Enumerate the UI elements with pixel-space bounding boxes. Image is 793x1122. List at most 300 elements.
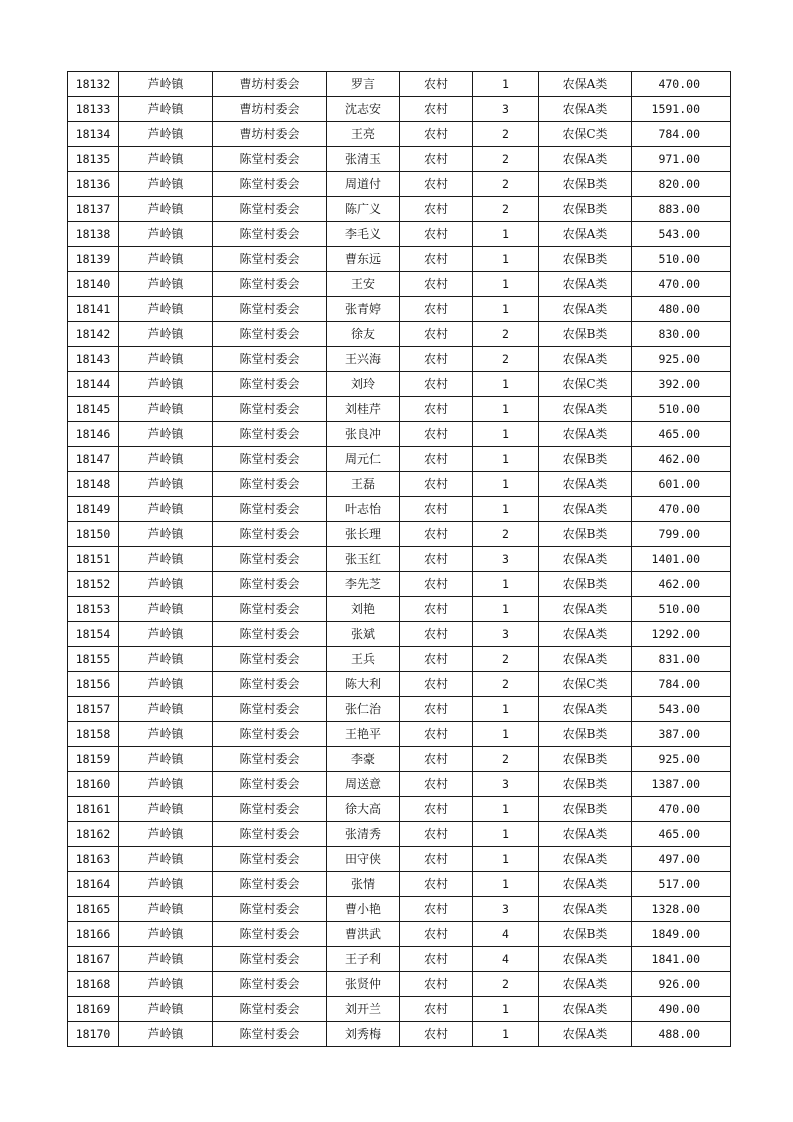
cell-town: 芦岭镇 <box>119 222 213 247</box>
cell-name: 张长理 <box>327 522 400 547</box>
cell-town: 芦岭镇 <box>119 722 213 747</box>
table-row <box>68 647 731 672</box>
table-row <box>68 322 731 347</box>
cell-category: 农保A类 <box>539 597 632 622</box>
cell-town: 芦岭镇 <box>119 147 213 172</box>
cell-category: 农保A类 <box>539 972 632 997</box>
cell-category: 农保A类 <box>539 947 632 972</box>
table-row <box>68 847 731 872</box>
table-row <box>68 897 731 922</box>
cell-village: 陈堂村委会 <box>213 322 327 347</box>
cell-village: 陈堂村委会 <box>213 747 327 772</box>
table-row <box>68 197 731 222</box>
cell-category: 农保A类 <box>539 822 632 847</box>
cell-category: 农保A类 <box>539 97 632 122</box>
cell-persons: 2 <box>473 747 539 772</box>
cell-village: 陈堂村委会 <box>213 722 327 747</box>
cell-village: 陈堂村委会 <box>213 997 327 1022</box>
cell-amount: 465.00 <box>632 422 731 447</box>
cell-area: 农村 <box>400 997 473 1022</box>
cell-name: 刘艳 <box>327 597 400 622</box>
cell-id: 18137 <box>68 197 119 222</box>
cell-id: 18150 <box>68 522 119 547</box>
cell-id: 18134 <box>68 122 119 147</box>
cell-id: 18152 <box>68 572 119 597</box>
table-row <box>68 347 731 372</box>
cell-amount: 462.00 <box>632 447 731 472</box>
cell-town: 芦岭镇 <box>119 897 213 922</box>
cell-category: 农保A类 <box>539 397 632 422</box>
cell-id: 18168 <box>68 972 119 997</box>
table-row <box>68 822 731 847</box>
cell-name: 刘秀梅 <box>327 1022 400 1047</box>
cell-category: 农保A类 <box>539 297 632 322</box>
cell-area: 农村 <box>400 822 473 847</box>
cell-amount: 1841.00 <box>632 947 731 972</box>
cell-id: 18169 <box>68 997 119 1022</box>
cell-area: 农村 <box>400 497 473 522</box>
cell-id: 18141 <box>68 297 119 322</box>
cell-town: 芦岭镇 <box>119 1022 213 1047</box>
cell-category: 农保B类 <box>539 797 632 822</box>
cell-town: 芦岭镇 <box>119 497 213 522</box>
cell-amount: 926.00 <box>632 972 731 997</box>
cell-persons: 1 <box>473 797 539 822</box>
cell-area: 农村 <box>400 972 473 997</box>
cell-persons: 1 <box>473 697 539 722</box>
table-row <box>68 122 731 147</box>
cell-village: 陈堂村委会 <box>213 272 327 297</box>
cell-persons: 2 <box>473 672 539 697</box>
cell-name: 曹东远 <box>327 247 400 272</box>
cell-name: 张情 <box>327 872 400 897</box>
cell-id: 18161 <box>68 797 119 822</box>
cell-village: 陈堂村委会 <box>213 772 327 797</box>
cell-name: 王磊 <box>327 472 400 497</box>
table-row <box>68 922 731 947</box>
cell-id: 18151 <box>68 547 119 572</box>
cell-town: 芦岭镇 <box>119 797 213 822</box>
cell-village: 陈堂村委会 <box>213 172 327 197</box>
table-row <box>68 447 731 472</box>
cell-name: 刘桂芹 <box>327 397 400 422</box>
cell-village: 陈堂村委会 <box>213 422 327 447</box>
cell-persons: 1 <box>473 472 539 497</box>
cell-area: 农村 <box>400 397 473 422</box>
cell-category: 农保B类 <box>539 197 632 222</box>
cell-amount: 392.00 <box>632 372 731 397</box>
cell-name: 周道付 <box>327 172 400 197</box>
cell-persons: 3 <box>473 897 539 922</box>
cell-amount: 1387.00 <box>632 772 731 797</box>
cell-name: 徐大高 <box>327 797 400 822</box>
cell-name: 王安 <box>327 272 400 297</box>
cell-village: 陈堂村委会 <box>213 472 327 497</box>
cell-category: 农保C类 <box>539 122 632 147</box>
cell-persons: 1 <box>473 497 539 522</box>
cell-town: 芦岭镇 <box>119 322 213 347</box>
roster-table <box>67 71 731 1047</box>
cell-category: 农保B类 <box>539 322 632 347</box>
table-row <box>68 572 731 597</box>
cell-town: 芦岭镇 <box>119 747 213 772</box>
cell-area: 农村 <box>400 272 473 297</box>
cell-persons: 1 <box>473 222 539 247</box>
cell-name: 李先芝 <box>327 572 400 597</box>
cell-amount: 1292.00 <box>632 622 731 647</box>
cell-area: 农村 <box>400 197 473 222</box>
cell-town: 芦岭镇 <box>119 97 213 122</box>
cell-id: 18162 <box>68 822 119 847</box>
cell-name: 徐友 <box>327 322 400 347</box>
cell-name: 罗言 <box>327 72 400 97</box>
cell-village: 陈堂村委会 <box>213 847 327 872</box>
table-row <box>68 97 731 122</box>
cell-id: 18166 <box>68 922 119 947</box>
cell-town: 芦岭镇 <box>119 172 213 197</box>
cell-category: 农保A类 <box>539 472 632 497</box>
cell-id: 18138 <box>68 222 119 247</box>
cell-amount: 470.00 <box>632 272 731 297</box>
cell-persons: 4 <box>473 922 539 947</box>
cell-village: 陈堂村委会 <box>213 872 327 897</box>
table-row <box>68 147 731 172</box>
cell-name: 王兴海 <box>327 347 400 372</box>
cell-village: 陈堂村委会 <box>213 497 327 522</box>
cell-village: 陈堂村委会 <box>213 522 327 547</box>
cell-village: 陈堂村委会 <box>213 922 327 947</box>
cell-village: 陈堂村委会 <box>213 947 327 972</box>
cell-village: 曹坊村委会 <box>213 72 327 97</box>
cell-persons: 1 <box>473 847 539 872</box>
cell-persons: 1 <box>473 297 539 322</box>
cell-name: 张仁治 <box>327 697 400 722</box>
cell-area: 农村 <box>400 222 473 247</box>
cell-village: 曹坊村委会 <box>213 122 327 147</box>
cell-village: 陈堂村委会 <box>213 222 327 247</box>
cell-amount: 470.00 <box>632 497 731 522</box>
cell-village: 陈堂村委会 <box>213 672 327 697</box>
cell-id: 18153 <box>68 597 119 622</box>
cell-amount: 510.00 <box>632 597 731 622</box>
cell-id: 18149 <box>68 497 119 522</box>
cell-id: 18146 <box>68 422 119 447</box>
cell-area: 农村 <box>400 922 473 947</box>
cell-category: 农保B类 <box>539 172 632 197</box>
cell-village: 陈堂村委会 <box>213 547 327 572</box>
cell-area: 农村 <box>400 422 473 447</box>
cell-amount: 784.00 <box>632 122 731 147</box>
cell-area: 农村 <box>400 322 473 347</box>
cell-amount: 462.00 <box>632 572 731 597</box>
cell-category: 农保B类 <box>539 247 632 272</box>
cell-persons: 1 <box>473 272 539 297</box>
cell-id: 18160 <box>68 772 119 797</box>
cell-persons: 2 <box>473 347 539 372</box>
cell-village: 陈堂村委会 <box>213 797 327 822</box>
table-row <box>68 697 731 722</box>
table-row <box>68 722 731 747</box>
cell-id: 18132 <box>68 72 119 97</box>
cell-category: 农保A类 <box>539 1022 632 1047</box>
cell-town: 芦岭镇 <box>119 272 213 297</box>
cell-persons: 1 <box>473 822 539 847</box>
cell-amount: 470.00 <box>632 72 731 97</box>
cell-id: 18140 <box>68 272 119 297</box>
cell-name: 王艳平 <box>327 722 400 747</box>
cell-amount: 971.00 <box>632 147 731 172</box>
cell-area: 农村 <box>400 772 473 797</box>
cell-village: 陈堂村委会 <box>213 697 327 722</box>
cell-town: 芦岭镇 <box>119 247 213 272</box>
cell-id: 18133 <box>68 97 119 122</box>
cell-category: 农保A类 <box>539 697 632 722</box>
cell-name: 王兵 <box>327 647 400 672</box>
table-row <box>68 222 731 247</box>
cell-category: 农保A类 <box>539 647 632 672</box>
cell-town: 芦岭镇 <box>119 647 213 672</box>
cell-name: 李毛义 <box>327 222 400 247</box>
cell-name: 刘玲 <box>327 372 400 397</box>
cell-village: 陈堂村委会 <box>213 297 327 322</box>
table-row <box>68 247 731 272</box>
cell-town: 芦岭镇 <box>119 997 213 1022</box>
cell-persons: 1 <box>473 572 539 597</box>
cell-area: 农村 <box>400 797 473 822</box>
cell-persons: 1 <box>473 447 539 472</box>
cell-amount: 925.00 <box>632 347 731 372</box>
cell-amount: 490.00 <box>632 997 731 1022</box>
cell-id: 18143 <box>68 347 119 372</box>
cell-id: 18145 <box>68 397 119 422</box>
table-row <box>68 972 731 997</box>
table-row <box>68 997 731 1022</box>
cell-category: 农保B类 <box>539 722 632 747</box>
table-row <box>68 497 731 522</box>
cell-town: 芦岭镇 <box>119 972 213 997</box>
cell-town: 芦岭镇 <box>119 547 213 572</box>
cell-category: 农保A类 <box>539 72 632 97</box>
cell-amount: 925.00 <box>632 747 731 772</box>
cell-id: 18139 <box>68 247 119 272</box>
cell-persons: 2 <box>473 122 539 147</box>
cell-name: 张玉红 <box>327 547 400 572</box>
cell-village: 陈堂村委会 <box>213 897 327 922</box>
cell-town: 芦岭镇 <box>119 672 213 697</box>
table-row <box>68 947 731 972</box>
table-row <box>68 547 731 572</box>
cell-town: 芦岭镇 <box>119 522 213 547</box>
cell-name: 张清玉 <box>327 147 400 172</box>
cell-amount: 465.00 <box>632 822 731 847</box>
cell-persons: 1 <box>473 722 539 747</box>
cell-town: 芦岭镇 <box>119 347 213 372</box>
cell-town: 芦岭镇 <box>119 422 213 447</box>
cell-category: 农保B类 <box>539 522 632 547</box>
cell-town: 芦岭镇 <box>119 922 213 947</box>
cell-category: 农保A类 <box>539 547 632 572</box>
cell-persons: 1 <box>473 247 539 272</box>
cell-town: 芦岭镇 <box>119 572 213 597</box>
cell-area: 农村 <box>400 597 473 622</box>
cell-village: 陈堂村委会 <box>213 247 327 272</box>
cell-town: 芦岭镇 <box>119 122 213 147</box>
cell-area: 农村 <box>400 297 473 322</box>
table-row <box>68 622 731 647</box>
cell-name: 王亮 <box>327 122 400 147</box>
table-row <box>68 72 731 97</box>
cell-id: 18164 <box>68 872 119 897</box>
table-row <box>68 597 731 622</box>
table-row <box>68 297 731 322</box>
cell-town: 芦岭镇 <box>119 772 213 797</box>
cell-name: 沈志安 <box>327 97 400 122</box>
cell-town: 芦岭镇 <box>119 622 213 647</box>
cell-amount: 387.00 <box>632 722 731 747</box>
cell-id: 18147 <box>68 447 119 472</box>
cell-persons: 1 <box>473 1022 539 1047</box>
table-row <box>68 672 731 697</box>
cell-town: 芦岭镇 <box>119 447 213 472</box>
cell-area: 农村 <box>400 72 473 97</box>
cell-persons: 2 <box>473 172 539 197</box>
cell-area: 农村 <box>400 122 473 147</box>
cell-town: 芦岭镇 <box>119 297 213 322</box>
cell-area: 农村 <box>400 347 473 372</box>
cell-category: 农保A类 <box>539 997 632 1022</box>
cell-area: 农村 <box>400 747 473 772</box>
cell-area: 农村 <box>400 97 473 122</box>
cell-area: 农村 <box>400 472 473 497</box>
cell-village: 陈堂村委会 <box>213 822 327 847</box>
cell-id: 18136 <box>68 172 119 197</box>
cell-name: 张青婷 <box>327 297 400 322</box>
cell-category: 农保B类 <box>539 772 632 797</box>
table-row <box>68 397 731 422</box>
cell-area: 农村 <box>400 722 473 747</box>
cell-name: 刘开兰 <box>327 997 400 1022</box>
cell-category: 农保A类 <box>539 272 632 297</box>
cell-area: 农村 <box>400 1022 473 1047</box>
cell-name: 张斌 <box>327 622 400 647</box>
cell-village: 陈堂村委会 <box>213 447 327 472</box>
cell-town: 芦岭镇 <box>119 197 213 222</box>
cell-id: 18158 <box>68 722 119 747</box>
cell-name: 王子利 <box>327 947 400 972</box>
cell-town: 芦岭镇 <box>119 947 213 972</box>
cell-town: 芦岭镇 <box>119 847 213 872</box>
cell-id: 18148 <box>68 472 119 497</box>
cell-area: 农村 <box>400 847 473 872</box>
cell-id: 18142 <box>68 322 119 347</box>
cell-persons: 1 <box>473 397 539 422</box>
cell-persons: 2 <box>473 522 539 547</box>
cell-town: 芦岭镇 <box>119 872 213 897</box>
cell-persons: 2 <box>473 197 539 222</box>
cell-amount: 799.00 <box>632 522 731 547</box>
cell-persons: 2 <box>473 322 539 347</box>
cell-town: 芦岭镇 <box>119 472 213 497</box>
cell-village: 陈堂村委会 <box>213 647 327 672</box>
cell-category: 农保C类 <box>539 672 632 697</box>
cell-name: 陈大利 <box>327 672 400 697</box>
cell-amount: 1849.00 <box>632 922 731 947</box>
cell-persons: 3 <box>473 772 539 797</box>
cell-village: 陈堂村委会 <box>213 622 327 647</box>
cell-amount: 517.00 <box>632 872 731 897</box>
cell-area: 农村 <box>400 522 473 547</box>
table-row <box>68 472 731 497</box>
table-row <box>68 372 731 397</box>
cell-id: 18170 <box>68 1022 119 1047</box>
cell-persons: 1 <box>473 372 539 397</box>
cell-category: 农保A类 <box>539 222 632 247</box>
cell-category: 农保B类 <box>539 447 632 472</box>
cell-area: 农村 <box>400 697 473 722</box>
cell-area: 农村 <box>400 172 473 197</box>
cell-category: 农保A类 <box>539 422 632 447</box>
cell-amount: 601.00 <box>632 472 731 497</box>
cell-id: 18165 <box>68 897 119 922</box>
cell-amount: 820.00 <box>632 172 731 197</box>
cell-id: 18144 <box>68 372 119 397</box>
cell-area: 农村 <box>400 372 473 397</box>
cell-name: 田守侠 <box>327 847 400 872</box>
cell-id: 18156 <box>68 672 119 697</box>
roster-body <box>68 72 731 1047</box>
cell-area: 农村 <box>400 672 473 697</box>
cell-persons: 1 <box>473 72 539 97</box>
table-row <box>68 772 731 797</box>
cell-amount: 883.00 <box>632 197 731 222</box>
cell-amount: 497.00 <box>632 847 731 872</box>
cell-area: 农村 <box>400 572 473 597</box>
cell-village: 陈堂村委会 <box>213 147 327 172</box>
cell-name: 周送意 <box>327 772 400 797</box>
cell-town: 芦岭镇 <box>119 822 213 847</box>
table-row <box>68 422 731 447</box>
cell-amount: 1328.00 <box>632 897 731 922</box>
table-row <box>68 1022 731 1047</box>
cell-village: 陈堂村委会 <box>213 347 327 372</box>
cell-town: 芦岭镇 <box>119 597 213 622</box>
cell-id: 18155 <box>68 647 119 672</box>
table-row <box>68 522 731 547</box>
cell-amount: 510.00 <box>632 397 731 422</box>
cell-id: 18167 <box>68 947 119 972</box>
cell-persons: 2 <box>473 647 539 672</box>
cell-category: 农保B类 <box>539 572 632 597</box>
cell-persons: 1 <box>473 422 539 447</box>
cell-village: 陈堂村委会 <box>213 397 327 422</box>
cell-village: 陈堂村委会 <box>213 197 327 222</box>
cell-persons: 2 <box>473 972 539 997</box>
cell-persons: 3 <box>473 547 539 572</box>
cell-name: 周元仁 <box>327 447 400 472</box>
cell-amount: 470.00 <box>632 797 731 822</box>
cell-area: 农村 <box>400 947 473 972</box>
cell-area: 农村 <box>400 622 473 647</box>
cell-area: 农村 <box>400 247 473 272</box>
table-row <box>68 872 731 897</box>
cell-name: 张清秀 <box>327 822 400 847</box>
cell-amount: 830.00 <box>632 322 731 347</box>
cell-area: 农村 <box>400 147 473 172</box>
cell-category: 农保A类 <box>539 147 632 172</box>
cell-area: 农村 <box>400 647 473 672</box>
cell-amount: 543.00 <box>632 697 731 722</box>
table-row <box>68 747 731 772</box>
